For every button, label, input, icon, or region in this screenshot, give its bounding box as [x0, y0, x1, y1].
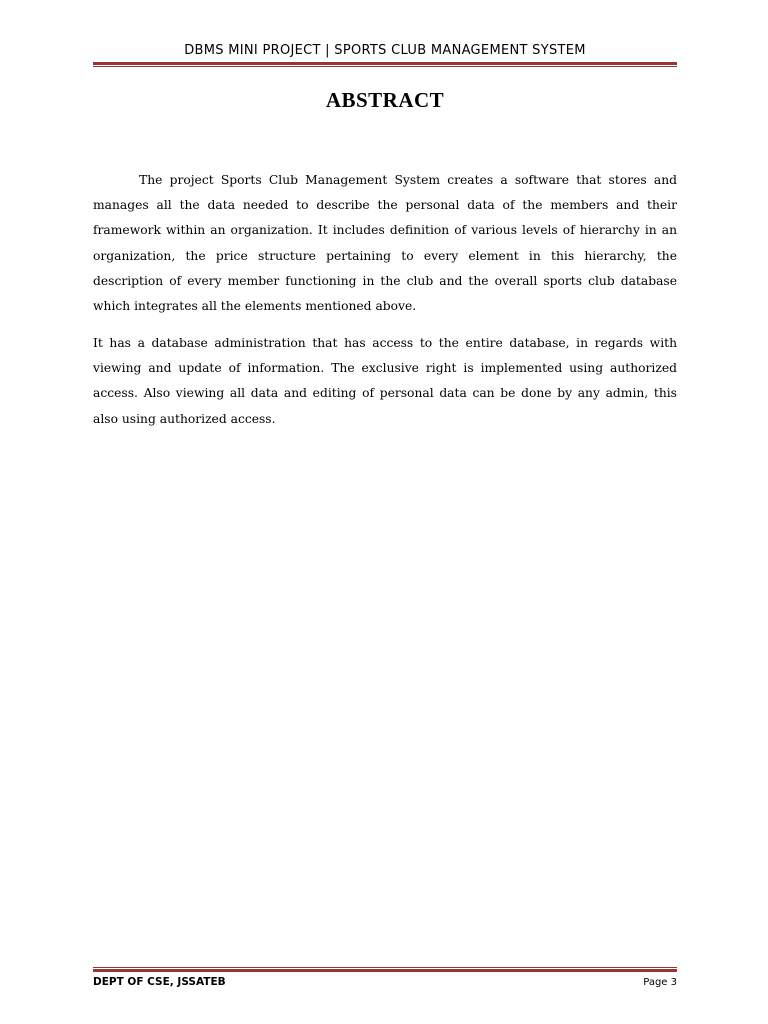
page-number: Page 3 [643, 977, 677, 988]
footer-rule [93, 967, 677, 972]
page-title: ABSTRACT [325, 88, 445, 112]
running-header: DBMS MINI PROJECT | SPORTS CLUB MANAGEMENT SYSTEM [184, 43, 586, 58]
header-rule [93, 62, 677, 67]
footer-department: DEPT OF CSE, JSSATEB [93, 976, 226, 988]
abstract-paragraph-1: The project Sports Club Management System creates a software that stores and manages all the data needed to describe the personal data of the members and their framework within an organization. It includes definition of various levels of hierarchy in an organization, the price structure pertaining to every element in this hierarchy, the description of every member functioning in the club and the overall sports club database which integrates all the elements mentioned above. [93, 173, 677, 314]
abstract-paragraph-2: It has a database administration that has access to the entire database, in regards with viewing and update of information. The exclusive right is implemented using authorized access. Also viewing all data and editing of personal data can be done by any admin, this also using authorized access. [93, 336, 677, 426]
